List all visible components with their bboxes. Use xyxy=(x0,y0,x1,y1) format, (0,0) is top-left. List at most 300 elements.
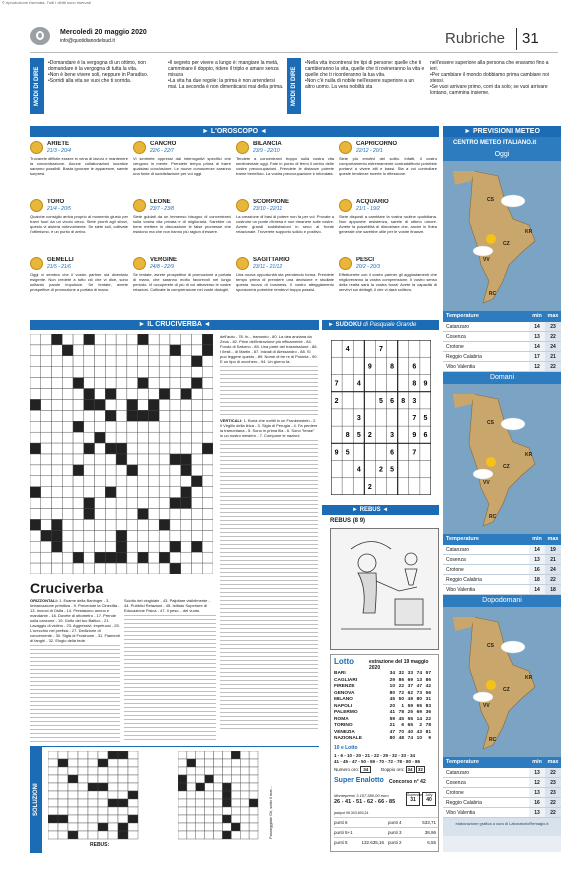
city-name: Cosenza xyxy=(446,780,466,786)
superenalotto-numbers: 26 - 41 - 51 - 62 - 66 - 85 xyxy=(334,799,396,805)
grid-cell xyxy=(41,541,52,552)
orizzontali-label: ORIZZONTALI: xyxy=(30,598,58,603)
grid-cell xyxy=(73,345,84,356)
sudoku-cell: 3 xyxy=(412,397,417,405)
lotto-number: 10 xyxy=(416,736,422,741)
prize-table xyxy=(334,817,438,847)
solutions-label: SOLUZIONI xyxy=(30,747,42,853)
city-name: Crotone xyxy=(446,790,464,796)
sudoku-cell: 9 xyxy=(367,363,372,371)
temp-min: 16 xyxy=(529,565,545,574)
lotto-number: 69 xyxy=(407,677,413,683)
modi-col-1 xyxy=(48,60,163,84)
header-rule xyxy=(30,52,558,53)
grid-cell xyxy=(95,378,106,389)
grid-cell xyxy=(73,410,84,421)
grid-cell xyxy=(240,751,249,759)
grid-cell xyxy=(105,498,116,509)
prize-value: 132.635,16 xyxy=(361,840,384,845)
grid-cell xyxy=(148,378,159,389)
grid-cell xyxy=(159,399,170,410)
grid-cell xyxy=(73,465,84,476)
saying: •Per cambiare il mondo dobbiamo prima cambiare noi stessi. xyxy=(430,72,550,84)
superstar-box xyxy=(406,792,423,806)
modi-di-dire-label: MODI DI DIRE xyxy=(30,58,44,114)
grid-cell xyxy=(108,807,118,815)
grid-cell xyxy=(58,791,68,799)
grid-cell xyxy=(84,476,95,487)
grid-cell xyxy=(95,465,106,476)
grid-cell xyxy=(52,541,63,552)
wheel-name: NAPOLI xyxy=(334,703,353,709)
temp-min: 12 xyxy=(529,778,545,787)
zodiac-icon xyxy=(133,199,146,212)
grid-cell xyxy=(202,399,213,410)
grid-cell xyxy=(88,759,98,767)
grid-cell xyxy=(98,775,108,783)
grid-cell xyxy=(127,530,138,541)
grid-cell xyxy=(214,831,223,839)
grid-cell xyxy=(41,487,52,498)
sudoku-cell: 6 xyxy=(390,449,395,457)
temperature-label: Temperature xyxy=(446,536,479,542)
grid-cell xyxy=(127,509,138,520)
grid-cell xyxy=(105,367,116,378)
grid-cell xyxy=(48,831,58,839)
grid-cell xyxy=(249,751,258,759)
superenalotto-logo: Super Enalotto xyxy=(334,777,384,784)
zodiac-icon xyxy=(30,199,43,212)
grid-cell xyxy=(191,367,202,378)
grid-cell xyxy=(181,476,192,487)
grid-cell xyxy=(181,509,192,520)
temp-max: 23 xyxy=(545,778,561,787)
grid-cell xyxy=(116,378,127,389)
modi-col-4 xyxy=(430,60,556,96)
section-title: Rubriche xyxy=(445,30,506,47)
temp-min: 13 xyxy=(529,555,545,564)
grid-cell xyxy=(98,807,108,815)
grid-cell xyxy=(196,799,205,807)
grid-cell xyxy=(78,759,88,767)
map-label: VV xyxy=(483,257,490,263)
saying: •Il segreto per vivere a lungo è: mangiare la metà, camminare il doppio, ridere il triplo e amare senza misura xyxy=(168,60,279,78)
grid-cell xyxy=(181,356,192,367)
prize-label: punti 6 xyxy=(334,820,348,825)
sudoku-cell: 6 xyxy=(423,432,428,440)
meteo-title: PREVISIONI METEO xyxy=(472,128,540,135)
lotto-number: 41 xyxy=(389,710,395,715)
grid-cell xyxy=(95,563,106,574)
sudoku-credit: di Pasquale Grande xyxy=(363,322,417,328)
grid-cell xyxy=(84,334,95,345)
meteo-column xyxy=(443,126,561,852)
grid-cell xyxy=(73,356,84,367)
grid-cell xyxy=(231,823,240,831)
meteo-day xyxy=(443,595,561,818)
sign-dates: 21/4 - 20/5 xyxy=(47,206,71,212)
grid-cell xyxy=(181,345,192,356)
sun-icon xyxy=(486,457,496,467)
grid-cell xyxy=(170,443,181,454)
meteo-credit: elaborazione grafica a cura di LaboratorioRemagio.it xyxy=(443,818,561,836)
grid-cell xyxy=(181,378,192,389)
grid-cell xyxy=(181,399,192,410)
grid-cell xyxy=(202,389,213,400)
sign-dates: 23/11 - 21/12 xyxy=(253,264,283,270)
grid-cell xyxy=(73,509,84,520)
grid-cell xyxy=(170,519,181,530)
numero-oro xyxy=(334,767,371,772)
temp-max: 24 xyxy=(545,565,561,574)
prize-value: 533,71 xyxy=(422,820,436,825)
grid-cell xyxy=(68,751,78,759)
lotto-number: 74 xyxy=(407,736,413,741)
grid-cell xyxy=(202,454,213,465)
temperature-row xyxy=(443,778,561,788)
temp-max: 19 xyxy=(545,545,561,554)
grid-cell xyxy=(214,767,223,775)
grid-cell xyxy=(30,454,41,465)
doppio-value-2: 32 xyxy=(417,767,423,772)
temperature-row xyxy=(443,545,561,555)
grid-cell xyxy=(138,345,149,356)
lotto-number: 40 xyxy=(407,729,413,735)
grid-cell xyxy=(105,443,116,454)
sign-text: Trovarete difficile essere in vena di lavoro e mantenere la concentrazione. Alcune collaborazioni lucrative saranno possibili. Basta ignorare le apparenze, sarete sorpresi. xyxy=(30,156,128,176)
map-label: VV xyxy=(483,703,490,709)
grid-cell xyxy=(41,378,52,389)
grid-cell xyxy=(58,815,68,823)
grid-cell xyxy=(73,421,84,432)
grid-cell xyxy=(191,378,202,389)
prize-label: punti 5+1 xyxy=(334,830,353,835)
temp-min: 14 xyxy=(529,585,545,594)
map-label: CZ xyxy=(503,464,510,470)
lotto-number: 21 xyxy=(389,723,395,728)
lotto-number: 56 xyxy=(425,690,431,696)
grid-cell xyxy=(170,421,181,432)
prize-row xyxy=(334,817,438,827)
sign-text: Effettuerete con il vostro partner gli aggiustamenti che miglioreranno la vostra comprensione. Il vostro senso della realtà sarà la vostra forza! Avete la capacità di servirvi sui dettagli, il che vi darà sollievo. xyxy=(339,272,437,292)
grid-cell xyxy=(178,767,187,775)
grid-cell xyxy=(138,530,149,541)
grid-cell xyxy=(202,552,213,563)
grid-cell xyxy=(196,807,205,815)
grid-cell xyxy=(205,783,214,791)
grid-cell xyxy=(159,530,170,541)
saying: •Se vuoi arrivare primo, corri da solo; se vuoi arrivare lontano, cammina insieme. xyxy=(430,84,548,96)
grid-cell xyxy=(105,389,116,400)
ten-lotto-logo: 10 e Lotto xyxy=(334,745,358,751)
lotto-number: 86 xyxy=(425,677,431,683)
lotto-number: 62 xyxy=(407,690,413,696)
grid-cell xyxy=(202,432,213,443)
city-name: Cosenza xyxy=(446,557,466,563)
sudoku-cell: 8 xyxy=(345,432,350,440)
lotto-number: 50 xyxy=(398,697,404,702)
temp-max: 24 xyxy=(545,342,561,351)
grid-cell xyxy=(52,367,63,378)
grid-cell xyxy=(202,563,213,574)
grid-cell xyxy=(116,421,127,432)
lotto-number: 70 xyxy=(398,729,404,735)
sudoku-cell: 4 xyxy=(345,346,350,354)
grid-cell xyxy=(68,783,78,791)
grid-cell xyxy=(240,815,249,823)
lotto-number: 14 xyxy=(416,716,422,722)
grid-cell xyxy=(58,823,68,831)
grid-cell xyxy=(159,476,170,487)
grid-cell xyxy=(95,399,106,410)
grid-cell xyxy=(95,530,106,541)
grid-cell xyxy=(187,751,196,759)
grid-cell xyxy=(148,498,159,509)
grid-cell xyxy=(128,791,138,799)
header-email: info@quotidianodelsud.it xyxy=(60,38,115,44)
grid-cell xyxy=(116,509,127,520)
wheel-name: TORINO xyxy=(334,723,353,728)
grid-cell xyxy=(202,334,213,345)
grid-cell xyxy=(231,831,240,839)
grid-cell xyxy=(116,476,127,487)
sudoku-cell: 9 xyxy=(423,380,428,388)
modi-di-dire-label-2: MODI DI DIRE xyxy=(287,58,301,114)
grid-cell xyxy=(84,345,95,356)
grid-cell xyxy=(84,389,95,400)
sign-dates: 21/1 - 19/2 xyxy=(356,206,380,212)
jolly-box xyxy=(422,792,436,806)
wheel-name: BARI xyxy=(334,671,346,676)
lotto-number: 45 xyxy=(398,716,404,722)
grid-cell xyxy=(84,541,95,552)
grid-cell xyxy=(128,767,138,775)
grid-cell xyxy=(105,487,116,498)
grid-cell xyxy=(128,751,138,759)
grid-cell xyxy=(191,476,202,487)
map-label: KR xyxy=(525,675,533,681)
sign-dates: 22/6 - 22/7 xyxy=(150,148,174,154)
grid-cell xyxy=(116,541,127,552)
temperature-label: Temperature xyxy=(446,313,479,319)
temp-min: 14 xyxy=(529,342,545,351)
zodiac-icon xyxy=(339,257,352,270)
grid-cell xyxy=(127,454,138,465)
sun-icon xyxy=(486,680,496,690)
max-label: max xyxy=(547,759,559,765)
meteo-day-label: Domani xyxy=(443,372,561,384)
grid-cell xyxy=(138,334,149,345)
grid-cell xyxy=(128,775,138,783)
lotto-number: 6 xyxy=(401,723,404,728)
grid-cell xyxy=(118,815,128,823)
grid-cell xyxy=(240,775,249,783)
grid-cell xyxy=(148,334,159,345)
sudoku-cell: 8 xyxy=(412,380,417,388)
grid-cell xyxy=(138,410,149,421)
temperature-row xyxy=(443,362,561,372)
grid-cell xyxy=(30,476,41,487)
grid-cell xyxy=(116,367,127,378)
grid-cell xyxy=(127,541,138,552)
sign-text: La creazione di basi di potere non fa per voi. Provate a costruire un ponte d'intesa e non rimanere sulle vostre. Avrete grandi soddisfazioni in seno al fronte relazionale. Troverete supporto solido e positivo. xyxy=(236,214,334,234)
zodiac-icon xyxy=(339,141,352,154)
lotto-number: 10 xyxy=(389,684,395,689)
sign-text: Tendete a concentrarvi troppo sulla vostra vita sentimentale oggi. Fate in punto di fermi il centro delle vostre preoccupazioni. Prendete le distanze potrete trarne beneficio. La vostra preoccupazione è infondata. xyxy=(236,156,334,176)
grid-cell xyxy=(108,791,118,799)
sign-text: Vi sentirete oppressi dai interrogativi specifici che vengono in mente. Prendete tempo prima di trarre qualsiasi conclusione. Le nuove conoscenze saranno una fonte di soddisfazione per voi oggi. xyxy=(133,156,231,176)
grid-cell xyxy=(191,465,202,476)
grid-cell xyxy=(138,509,149,520)
grid-cell xyxy=(205,831,214,839)
grid-cell xyxy=(222,791,231,799)
sudoku-title: SUDOKU xyxy=(335,322,362,328)
temp-max: 22 xyxy=(545,575,561,584)
grid-cell xyxy=(95,541,106,552)
horoscope-sign xyxy=(30,199,128,255)
grid-cell xyxy=(191,541,202,552)
zodiac-icon xyxy=(133,257,146,270)
grid-cell xyxy=(118,775,128,783)
grid-cell xyxy=(73,399,84,410)
grid-cell xyxy=(95,345,106,356)
lotto-number: 65 xyxy=(416,703,422,709)
grid-cell xyxy=(128,831,138,839)
prize-value: 38,96 xyxy=(424,830,436,835)
temp-max: 21 xyxy=(545,352,561,361)
grid-cell xyxy=(105,345,116,356)
temperature-row xyxy=(443,332,561,342)
saying: •Domandare è la vergogna di un ottimo, non domandare è la vergogna di tutta la vita. xyxy=(48,60,146,72)
grid-cell xyxy=(41,432,52,443)
rebus-illustration xyxy=(330,528,439,650)
grid-cell xyxy=(231,775,240,783)
grid-cell xyxy=(222,751,231,759)
grid-cell xyxy=(30,378,41,389)
sudoku-grid xyxy=(331,340,431,495)
sudoku-cell: 5 xyxy=(345,449,350,457)
grid-cell xyxy=(118,751,128,759)
grid-cell xyxy=(148,421,159,432)
grid-cell xyxy=(222,759,231,767)
sudoku-cell: 4 xyxy=(356,466,361,474)
grid-cell xyxy=(138,541,149,552)
clue-text-filler xyxy=(30,645,120,743)
grid-cell xyxy=(191,443,202,454)
grid-cell xyxy=(58,831,68,839)
grid-cell xyxy=(181,367,192,378)
temp-min: 18 xyxy=(529,575,545,584)
rebus-title: REBUS xyxy=(359,507,381,513)
grid-cell xyxy=(159,465,170,476)
grid-cell xyxy=(240,791,249,799)
lotto-number: 31 xyxy=(425,697,431,702)
temp-min: 12 xyxy=(529,362,545,371)
grid-cell xyxy=(41,356,52,367)
grid-cell xyxy=(48,791,58,799)
map-label: CZ xyxy=(503,687,510,693)
grid-cell xyxy=(88,831,98,839)
newspaper-logo xyxy=(30,27,50,45)
grid-cell xyxy=(88,807,98,815)
rebus-solution: Passeggiate Gli, sotto il mar... xyxy=(268,786,273,839)
temp-max: 22 xyxy=(545,808,561,817)
sign-dates: 21/3 - 20/4 xyxy=(47,148,71,154)
grid-cell xyxy=(202,509,213,520)
grid-cell xyxy=(73,378,84,389)
grid-cell xyxy=(231,751,240,759)
temp-min: 13 xyxy=(529,768,545,777)
grid-cell xyxy=(84,432,95,443)
grid-cell xyxy=(98,831,108,839)
sudoku-cell: 5 xyxy=(356,432,361,440)
grid-cell xyxy=(148,454,159,465)
grid-cell xyxy=(127,367,138,378)
wheel-name: ROMA xyxy=(334,716,349,722)
grid-cell xyxy=(128,799,138,807)
grid-cell xyxy=(118,783,128,791)
grid-cell xyxy=(30,432,41,443)
orizzontali-continued xyxy=(124,598,216,743)
grid-cell xyxy=(62,389,73,400)
copyright-note: © riproduzione riservata. Tutti i diritti sono riservati xyxy=(2,0,91,5)
grid-cell xyxy=(214,783,223,791)
prize-label: punti 5 xyxy=(334,840,348,845)
grid-cell xyxy=(202,519,213,530)
grid-cell xyxy=(30,399,41,410)
saying: •Non è bene vivere soli, neppure in Paradiso. xyxy=(48,72,149,78)
saying: •Nella vita incontrerai tre tipi di persone: quelle che ti cambieranno la vita, quelle che ti rovineranno la vita e quelle che ti ricorderanno la tua vita. xyxy=(305,60,425,78)
grid-cell xyxy=(48,751,58,759)
grid-cell xyxy=(159,541,170,552)
grid-cell xyxy=(78,751,88,759)
grid-cell xyxy=(231,767,240,775)
grid-cell xyxy=(41,530,52,541)
grid-cell xyxy=(73,498,84,509)
temperature-row xyxy=(443,575,561,585)
grid-cell xyxy=(105,432,116,443)
temp-max: 22 xyxy=(545,362,561,371)
temp-max: 23 xyxy=(545,788,561,797)
grid-cell xyxy=(138,552,149,563)
grid-cell xyxy=(105,378,116,389)
grid-cell xyxy=(178,791,187,799)
grid-cell xyxy=(95,334,106,345)
temperature-label: Temperature xyxy=(446,759,479,765)
grid-cell xyxy=(84,487,95,498)
grid-cell xyxy=(187,815,196,823)
saying: •Non c'è nulla di nobile nell'essere superiore a un altro uomo. La vera nobiltà sta xyxy=(305,78,415,90)
grid-cell xyxy=(116,443,127,454)
lotto-number: 22 xyxy=(425,716,431,722)
grid-cell xyxy=(62,421,73,432)
grid-cell xyxy=(105,530,116,541)
grid-cell xyxy=(52,454,63,465)
grid-cell xyxy=(52,334,63,345)
grid-cell xyxy=(138,498,149,509)
temp-min: 17 xyxy=(529,352,545,361)
grid-cell xyxy=(178,783,187,791)
grid-cell xyxy=(52,509,63,520)
clue-text-filler xyxy=(220,440,318,730)
grid-cell xyxy=(30,367,41,378)
grid-cell xyxy=(159,563,170,574)
ten-lotto-row: 1 - 6 - 10 - 20 - 21 - 22 - 29 - 32 - 33 - 34 xyxy=(334,753,416,758)
grid-cell xyxy=(214,823,223,831)
grid-cell xyxy=(48,815,58,823)
grid-cell xyxy=(205,767,214,775)
grid-cell xyxy=(116,498,127,509)
